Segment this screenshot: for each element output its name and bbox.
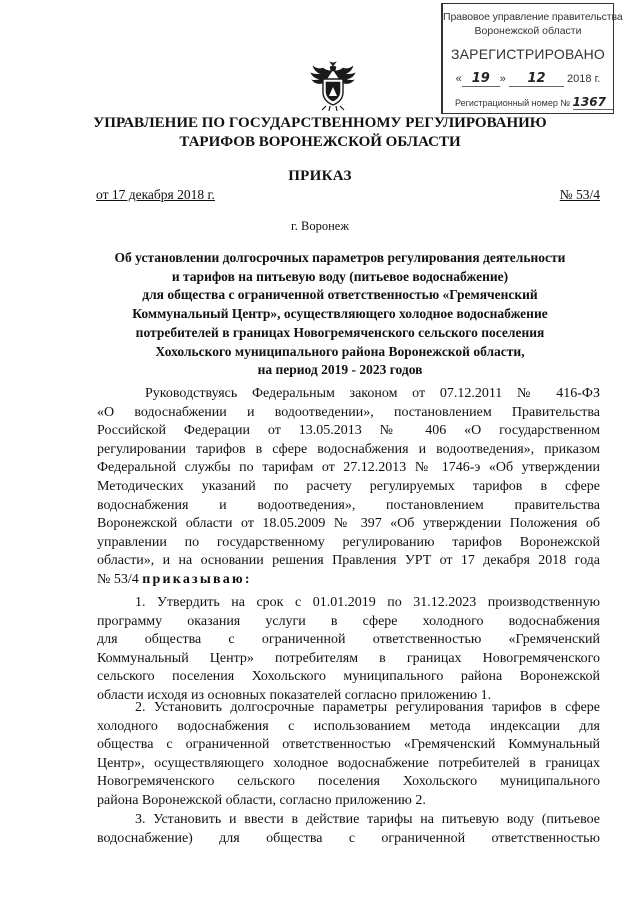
text-line: Методических указаний по расчету регулируемых тарифов в сфере <box>97 478 600 494</box>
command-word: приказываю: <box>142 571 252 587</box>
text-line: для общества с ограниченной ответственностью «Гремяченский <box>97 632 600 648</box>
legal-basis-paragraph <box>97 385 600 590</box>
stamp-reg-number: 1367 <box>572 95 606 109</box>
text-line: Руководствуясь Федеральным законом от 07.12.2011 № 416-ФЗ <box>145 386 600 401</box>
item-2-paragraph <box>97 699 600 811</box>
organization-name-line2: ТАРИФОВ ВОРОНЕЖСКОЙ ОБЛАСТИ <box>179 134 461 150</box>
text-line: программу оказания услуги в сфере холодного водоснабжения <box>97 613 600 629</box>
stamp-reg-label: Регистрационный номер № <box>455 98 571 108</box>
text-line: области исходя из основных показателей согласно приложению 1. <box>97 687 492 703</box>
stamp-date: « 19 » 12 2018 г. <box>455 71 601 86</box>
text-line: регулировании тарифов в сфере водоснабжения и водоотведения», приказом <box>97 441 600 457</box>
subject-line: и тарифов на питьевую воду (питьевое водоснабжение) <box>171 268 509 284</box>
text-line: Новогремяченского сельского поселения Хохольского муниципального <box>97 774 600 790</box>
coat-of-arms-icon <box>308 60 358 112</box>
subject-line: Хохольского муниципального района Воронежской области, <box>155 343 525 359</box>
subject-line: Коммунальный Центр», осуществляющего холодное водоснабжение <box>132 306 548 322</box>
subject-line: Об установлении долгосрочных параметров регулирования деятельности <box>114 250 566 265</box>
item-1-paragraph <box>97 594 600 706</box>
registration-stamp <box>441 3 623 114</box>
text-line: Федеральной службы по тарифам от 27.12.2013 № 1746-э «Об утверждении <box>97 460 600 476</box>
text-line: сельского поселения Хохольского муниципального района Воронежской <box>97 669 600 685</box>
stamp-registered: ЗАРЕГИСТРИРОВАНО <box>450 46 606 62</box>
text-line: Воронежской области от 18.05.2009 № 397 «Об утверждении Положения об <box>97 516 600 532</box>
subject-line: потребителей в границах Новогремяченского сельского поселения <box>135 324 545 340</box>
text-line: 2. Установить долгосрочные параметры регулирования тарифов в сфере <box>135 700 600 715</box>
text-line: 3. Установить и ввести в действие тарифы на питьевую воду (питьевое <box>135 812 600 827</box>
item-3-paragraph <box>97 811 600 848</box>
stamp-date-year: 2018 г. <box>567 73 601 85</box>
text-line: общества с ограниченной ответственностью «Гремяченский Коммунальный <box>97 737 600 753</box>
stamp-org-line2: Воронежской области <box>474 25 582 37</box>
text-line: водоснабжение) для общества с ограниченной ответственностью <box>97 830 600 846</box>
stamp-reg-number-line <box>455 95 625 110</box>
text-line: «О водоснабжении и водоотведении», постановлением Правительства <box>97 404 600 420</box>
order-number-ref: № 53/4 <box>97 571 143 587</box>
text-line-command <box>97 571 600 590</box>
text-line: области», и на основании решения Правления УРТ от 17 декабря 2018 года <box>97 553 600 569</box>
text-line: Центр», осуществляющего холодное водоснабжение потребителей в границах <box>97 755 600 771</box>
document-type: ПРИКАЗ <box>288 168 352 184</box>
text-line: водоснабжения и водоотведения», постановлением правительства <box>97 497 600 513</box>
stamp-date-month: 12 <box>527 71 546 86</box>
stamp-org-line1: Правовое управление правительства <box>443 11 623 23</box>
text-line: холодного водоснабжения с использованием метода индексации для <box>97 718 600 734</box>
order-date: от 17 декабря 2018 г. <box>96 187 215 202</box>
text-line: 1. Утвердить на срок с 01.01.2019 по 31.12.2023 производственную <box>135 595 600 610</box>
stamp-date-day: 19 <box>471 71 490 86</box>
text-line: района Воронежской области, согласно приложению 2. <box>97 792 426 808</box>
order-subject <box>80 249 600 380</box>
text-line: Российской Федерации от 13.05.2013 № 406 «О государственном <box>97 423 600 439</box>
subject-line: на период 2019 - 2023 годов <box>257 362 423 378</box>
text-line: Коммунальный Центр» потребителям в границах Новогремяченского <box>97 650 600 666</box>
organization-name-line1: УПРАВЛЕНИЕ ПО ГОСУДАРСТВЕННОМУ РЕГУЛИРОВАНИЮ <box>93 115 547 131</box>
subject-line: для общества с ограниченной ответственностью «Гремяченский <box>142 287 538 303</box>
text-line: управлении по государственному регулированию тарифов Воронежской <box>97 534 600 550</box>
order-number: № 53/4 <box>559 187 600 202</box>
city: г. Воронеж <box>291 219 349 233</box>
